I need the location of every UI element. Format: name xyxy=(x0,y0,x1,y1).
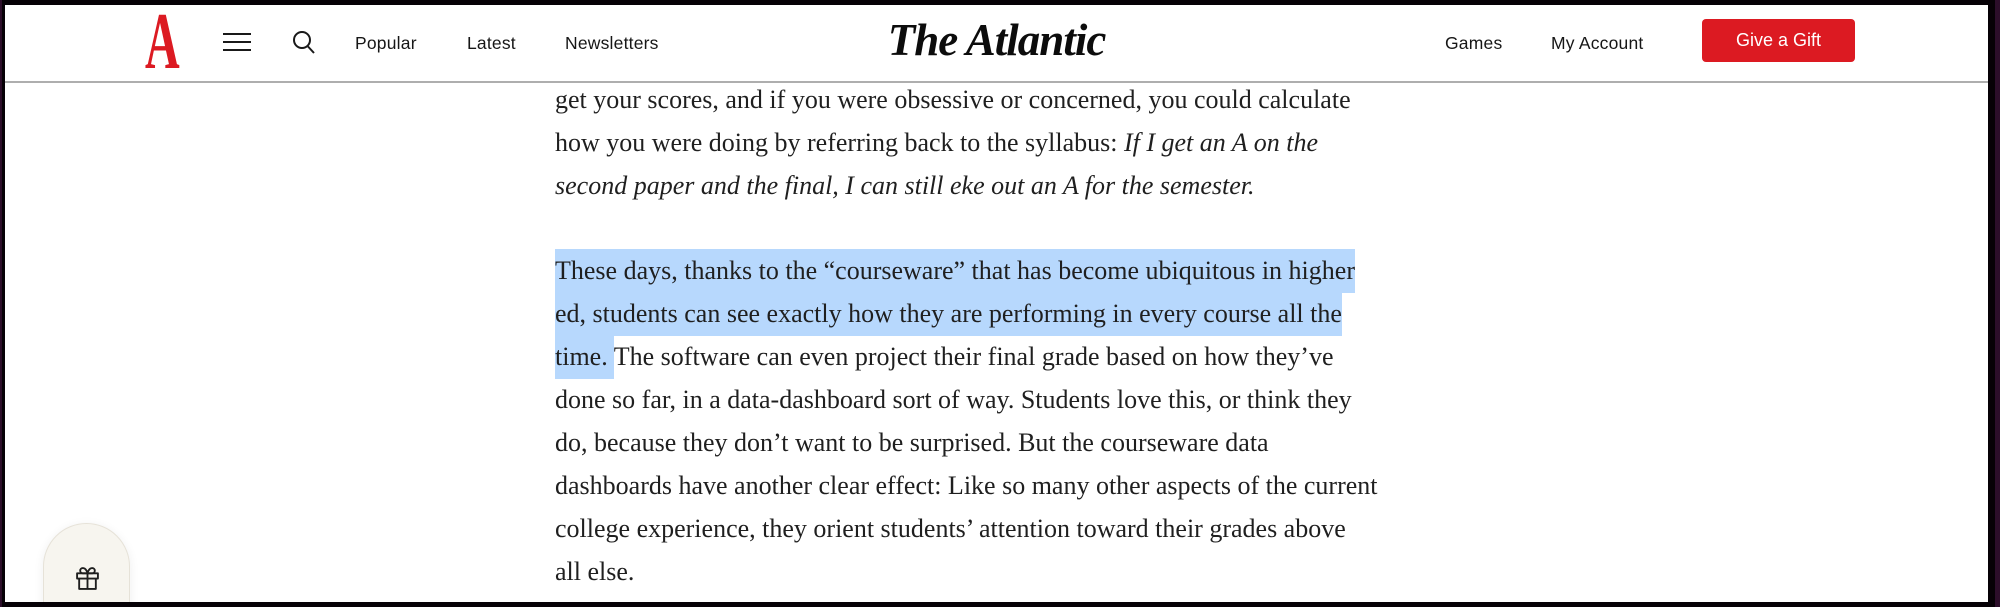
article-line: second paper and the final, I can still eke out an A for the semester. xyxy=(555,171,1255,200)
article-line xyxy=(555,121,1485,164)
atlantic-a-logo[interactable]: A xyxy=(145,5,180,86)
gift-fab-button[interactable] xyxy=(43,523,130,602)
article-text-italic: If I get an A on the xyxy=(1123,128,1318,157)
article-line: college experience, they orient students’ attention toward their grades above xyxy=(555,514,1346,543)
nav-link-latest[interactable]: Latest xyxy=(467,33,516,53)
hamburger-bar xyxy=(223,41,251,43)
article-line xyxy=(555,292,1485,335)
hamburger-bar xyxy=(223,49,251,51)
hamburger-bar xyxy=(223,33,251,35)
give-a-gift-button[interactable]: Give a Gift xyxy=(1702,19,1855,62)
window-edge-left xyxy=(0,0,2,607)
nav-link-my-account[interactable]: My Account xyxy=(1551,33,1644,53)
article-text: how you were doing by referring back to the syllabus: xyxy=(555,128,1124,157)
article-line xyxy=(555,249,1485,292)
nav-link-popular[interactable]: Popular xyxy=(355,33,417,53)
selected-text: These days, thanks to the “courseware” that has become ubiquitous in higher xyxy=(555,249,1355,293)
gift-icon xyxy=(75,566,100,591)
site-header xyxy=(5,5,1988,86)
article-line: all else. xyxy=(555,557,635,586)
search-icon[interactable] xyxy=(291,29,317,57)
article-line xyxy=(555,335,1485,378)
article-paragraph xyxy=(555,78,1485,207)
article-line: do, because they don’t want to be surprised. But the courseware data xyxy=(555,428,1269,457)
atlantic-wordmark-logo[interactable]: The Atlantic xyxy=(887,15,1106,65)
article-text: The software can even project their final grade based on how they’ve xyxy=(613,342,1334,371)
selected-text: time. xyxy=(555,335,614,379)
menu-hamburger-icon[interactable] xyxy=(223,33,251,52)
article-line: done so far, in a data-dashboard sort of way. Students love this, or think they xyxy=(555,385,1352,414)
page-content xyxy=(5,5,1988,602)
nav-link-games[interactable]: Games xyxy=(1445,33,1503,53)
article-paragraph xyxy=(555,249,1485,593)
selected-text: ed, students can see exactly how they are performing in every course all the xyxy=(555,292,1342,336)
nav-link-newsletters[interactable]: Newsletters xyxy=(565,33,659,53)
article-line: get your scores, and if you were obsessive or concerned, you could calculate xyxy=(555,85,1351,114)
window-edge-right xyxy=(1995,0,2000,607)
article-line: dashboards have another clear effect: Like so many other aspects of the current xyxy=(555,471,1378,500)
